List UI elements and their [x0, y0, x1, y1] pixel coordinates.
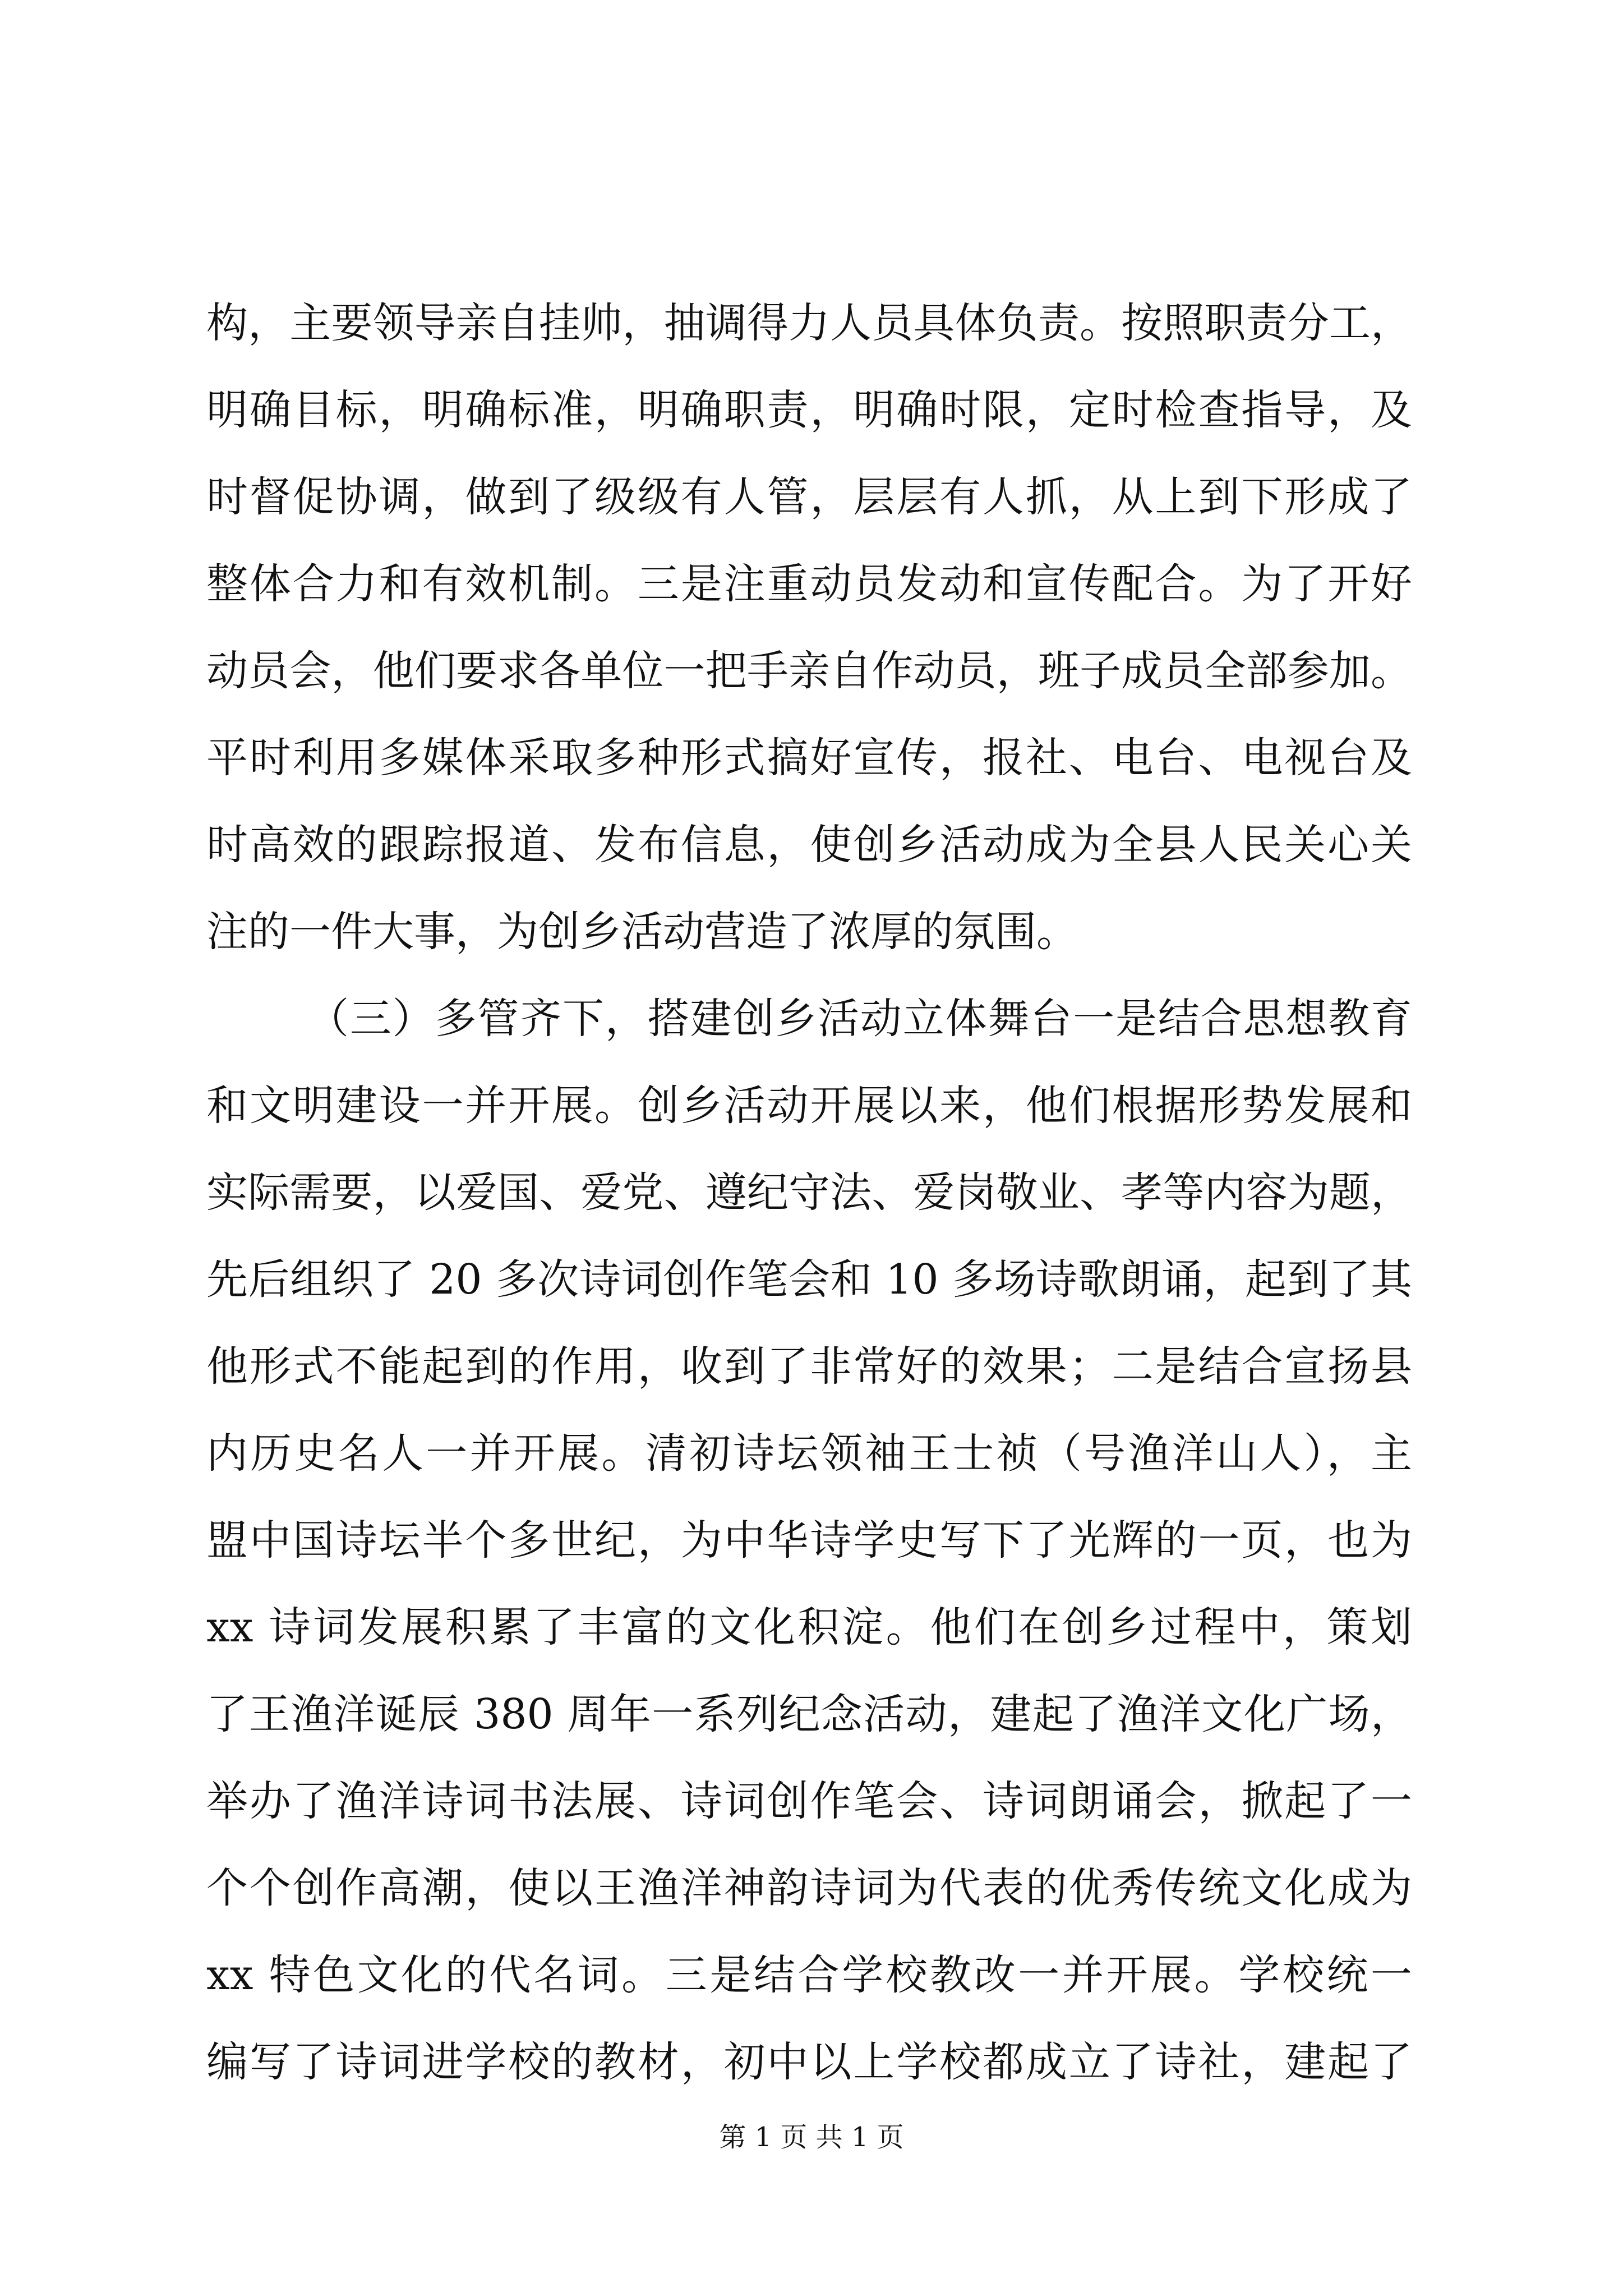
- text-line: 明确目标，明确标准，明确职责，明确时限，定时检查指导，及: [206, 386, 1412, 434]
- text-line: 举办了渔洋诗词书法展、诗词创作笔会、诗词朗诵会，掀起了一: [206, 1777, 1412, 1825]
- text-line: 他形式不能起到的作用，收到了非常好的效果；二是结合宣扬县: [206, 1342, 1412, 1391]
- section-heading-line: （三）多管齐下，搭建创乡活动立体舞台一是结合思想教育: [307, 995, 1412, 1043]
- text-line: 了王渔洋诞辰 380 周年一系列纪念活动，建起了渔洋文化广场，: [206, 1690, 1412, 1738]
- text-line: 内历史名人一并开展。清初诗坛领袖王士祯（号渔洋山人），主: [206, 1429, 1412, 1478]
- text-line: 构，主要领导亲自挂帅，抽调得力人员具体负责。按照职责分工，: [206, 299, 1412, 347]
- text-line: 注的一件大事，为创乡活动营造了浓厚的氛围。: [206, 908, 1078, 956]
- text-line: xx 诗词发展积累了丰富的文化积淀。他们在创乡过程中，策划: [206, 1603, 1412, 1651]
- text-line: xx 特色文化的代名词。三是结合学校教改一并开展。学校统一: [206, 1951, 1412, 1999]
- text-line: 编写了诗词进学校的教材，初中以上学校都成立了诗社，建起了: [206, 2038, 1412, 2086]
- text-line: 和文明建设一并开展。创乡活动开展以来，他们根据形势发展和: [206, 1082, 1412, 1130]
- text-line: 时督促协调，做到了级级有人管，层层有人抓，从上到下形成了: [206, 473, 1412, 521]
- text-line: 时高效的跟踪报道、发布信息，使创乡活动成为全县人民关心关: [206, 821, 1412, 869]
- text-line: 先后组织了 20 多次诗词创作笔会和 10 多场诗歌朗诵，起到了其: [206, 1255, 1412, 1304]
- text-line: 个个创作高潮，使以王渔洋神韵诗词为代表的优秀传统文化成为: [206, 1864, 1412, 1912]
- page-number-footer: 第 1 页 共 1 页: [719, 2122, 904, 2153]
- text-line: 盟中国诗坛半个多世纪，为中华诗学史写下了光辉的一页，也为: [206, 1516, 1412, 1565]
- text-line: 动员会，他们要求各单位一把手亲自作动员，班子成员全部参加。: [206, 647, 1412, 695]
- text-line: 实际需要，以爱国、爱党、遵纪守法、爱岗敬业、孝等内容为题，: [206, 1168, 1412, 1217]
- text-line: 平时利用多媒体采取多种形式搞好宣传，报社、电台、电视台及: [206, 734, 1412, 782]
- text-line: 整体合力和有效机制。三是注重动员发动和宣传配合。为了开好: [206, 560, 1412, 608]
